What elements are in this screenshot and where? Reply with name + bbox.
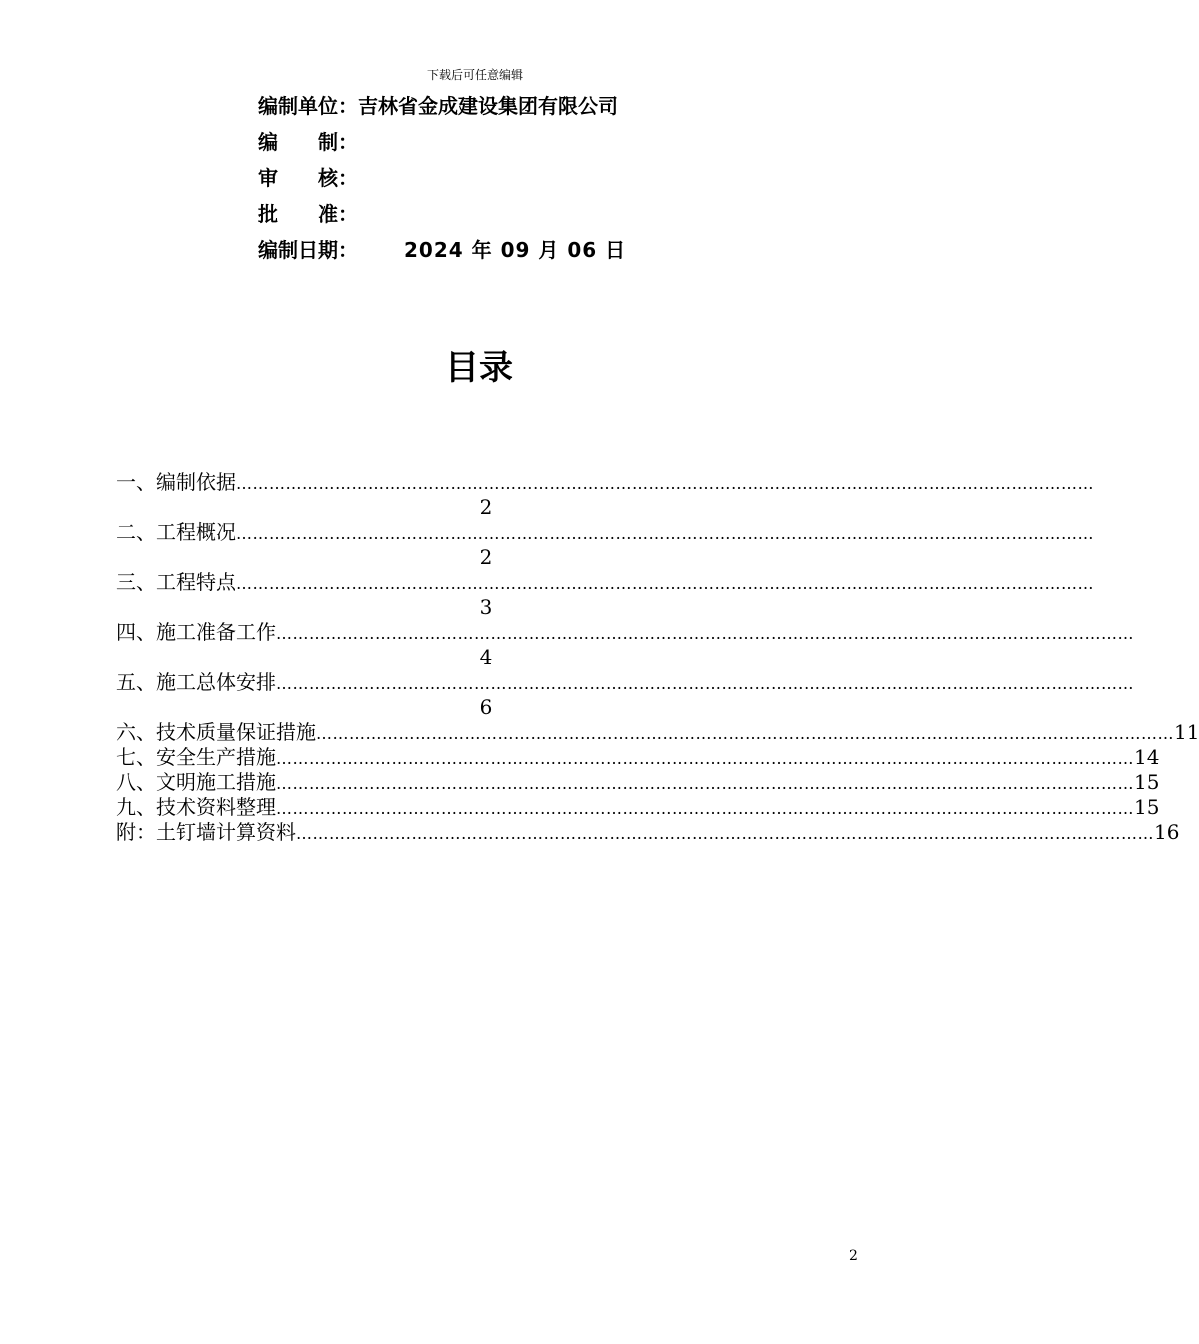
toc-title: 目录 xyxy=(445,348,513,388)
toc-entry-page-row xyxy=(116,545,858,570)
toc-entry-title: 四、施工准备工作 xyxy=(116,620,276,644)
toc-entry-page: 3 xyxy=(479,595,493,619)
toc-entry-page: 14 xyxy=(1134,745,1160,769)
toc-entry[interactable] xyxy=(116,745,1160,770)
compiler-row xyxy=(258,124,626,160)
toc-entry-title: 八、文明施工措施 xyxy=(116,770,276,794)
toc-entry-title: 附：土钉墙计算资料 xyxy=(116,820,296,844)
toc-leader-dots: ………………………………………………………………………………………………………………………………………… xyxy=(236,524,1094,543)
approver-label: 批 准： xyxy=(258,202,358,226)
table-of-contents xyxy=(116,470,1199,845)
toc-entry[interactable] xyxy=(116,770,1160,795)
toc-entry[interactable] xyxy=(116,570,1094,595)
toc-entry-page-row xyxy=(116,695,858,720)
reviewer-row xyxy=(258,160,626,196)
toc-entry-page: 15 xyxy=(1134,795,1160,819)
toc-entry[interactable] xyxy=(116,720,1199,745)
toc-entry-page: 16 xyxy=(1154,820,1180,844)
unit-row xyxy=(258,88,626,124)
page-number: 2 xyxy=(849,1248,858,1264)
date-value: 2024 年 09 月 06 日 xyxy=(404,238,627,262)
toc-leader-dots: ………………………………………………………………………………………………………………………………………… xyxy=(276,674,1134,693)
toc-entry-page-row xyxy=(116,595,858,620)
date-label: 编制日期： xyxy=(258,238,358,262)
toc-entry-title: 二、工程概况 xyxy=(116,520,236,544)
document-meta xyxy=(258,88,626,268)
toc-entry-page: 6 xyxy=(479,695,493,719)
toc-entry[interactable] xyxy=(116,670,1134,695)
toc-entry-title: 九、技术资料整理 xyxy=(116,795,276,819)
approver-row xyxy=(258,196,626,232)
toc-entry-page-row xyxy=(116,495,858,520)
toc-entry-title: 六、技术质量保证措施 xyxy=(116,720,316,744)
toc-entry-page: 2 xyxy=(479,495,493,519)
toc-entry[interactable] xyxy=(116,820,1180,845)
toc-entry-page: 15 xyxy=(1134,770,1160,794)
toc-leader-dots: ………………………………………………………………………………………………………………………………………… xyxy=(276,624,1134,643)
toc-leader-dots: ………………………………………………………………………………………………………………………………………… xyxy=(236,574,1094,593)
toc-leader-dots: ………………………………………………………………………………………………………………………………………… xyxy=(236,474,1094,493)
toc-entry[interactable] xyxy=(116,620,1134,645)
toc-entry-page: 11 xyxy=(1174,720,1199,744)
header-note: 下载后可任意编辑 xyxy=(426,68,523,82)
unit-value: 吉林省金成建设集团有限公司 xyxy=(358,94,618,118)
toc-entry-page: 2 xyxy=(479,545,493,569)
toc-entry-title: 七、安全生产措施 xyxy=(116,745,276,769)
toc-entry-title: 一、编制依据 xyxy=(116,470,236,494)
toc-leader-dots: ………………………………………………………………………………………………………………………………………… xyxy=(276,799,1134,818)
toc-entry-page-row xyxy=(116,645,858,670)
toc-entry-title: 三、工程特点 xyxy=(116,570,236,594)
toc-leader-dots: ………………………………………………………………………………………………………………………………………… xyxy=(316,724,1174,743)
toc-entry[interactable] xyxy=(116,520,1094,545)
toc-leader-dots: ………………………………………………………………………………………………………………………………………… xyxy=(296,824,1154,843)
toc-entry[interactable] xyxy=(116,470,1094,495)
toc-entry-title: 五、施工总体安排 xyxy=(116,670,276,694)
unit-label: 编制单位： xyxy=(258,94,358,118)
reviewer-label: 审 核： xyxy=(258,166,358,190)
toc-entry[interactable] xyxy=(116,795,1160,820)
compiler-label: 编 制： xyxy=(258,130,358,154)
toc-entry-page: 4 xyxy=(479,645,493,669)
date-row xyxy=(258,232,626,268)
toc-leader-dots: ………………………………………………………………………………………………………………………………………… xyxy=(276,774,1134,793)
toc-leader-dots: ………………………………………………………………………………………………………………………………………… xyxy=(276,749,1134,768)
